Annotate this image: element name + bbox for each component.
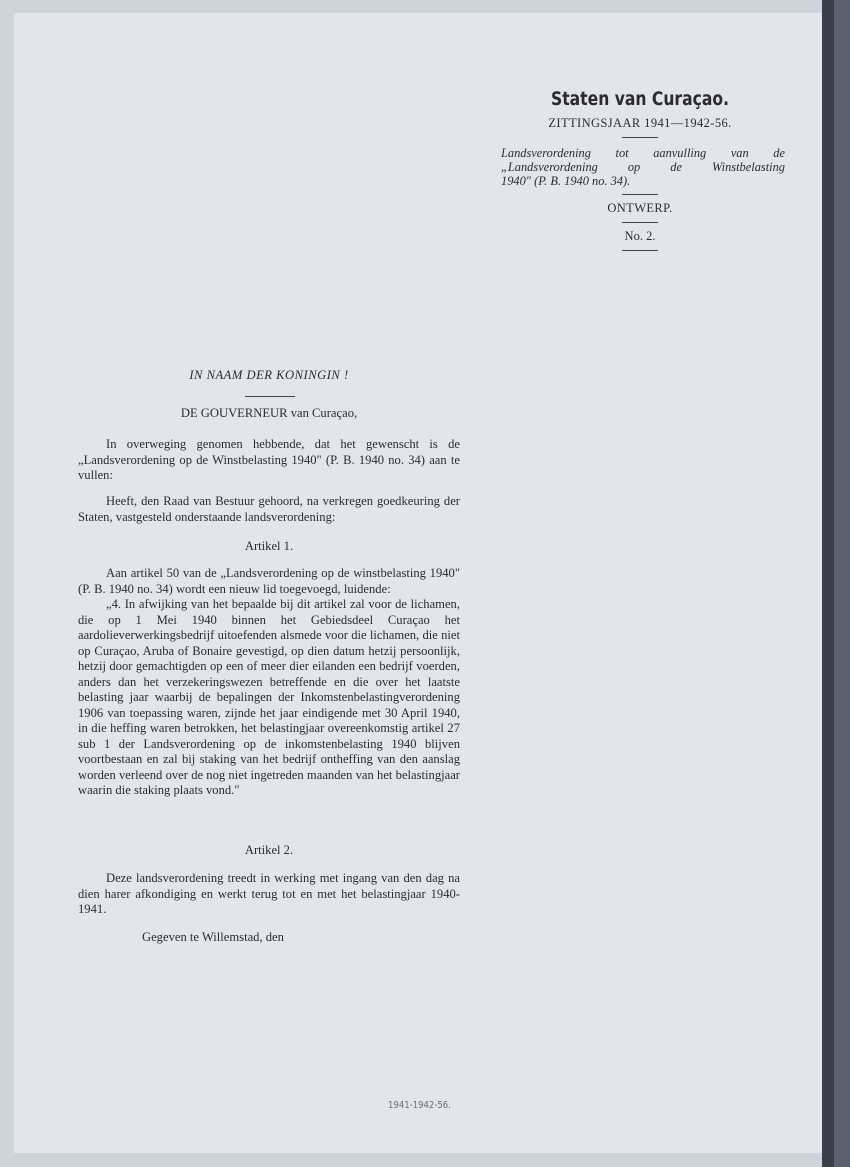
- article-1-title: Artikel 1.: [244, 539, 294, 553]
- subject-line-1: Landsverordening tot aanvulling van de: [501, 146, 785, 160]
- article-2-text: Deze landsverordening treedt in werking met ingang van den dag na dien harer afkondiging en werkt terug tot en met het belastingjaar 1940-1941.: [78, 871, 460, 916]
- article-2-heading: [78, 843, 460, 859]
- paragraph-enacted: [78, 494, 460, 525]
- article-1-body: [78, 566, 460, 799]
- paragraph-considering: [78, 437, 460, 484]
- invocation: [78, 368, 460, 384]
- header-divider: [622, 194, 658, 195]
- given-at-line: [78, 930, 460, 946]
- enacted-text: Heeft, den Raad van Bestuur gehoord, na verkregen goedkeuring der Staten, vastgesteld onderstaande landsverordening:: [78, 494, 460, 524]
- subject-line-2: „Landsverordening op de Winstbelasting: [501, 160, 785, 174]
- subject-line-3: 1940" (P. B. 1940 no. 34).: [501, 174, 631, 188]
- header-divider: [622, 250, 658, 251]
- body-name: Staten van Curaçao.: [551, 88, 729, 110]
- article-1-intro: Aan artikel 50 van de „Landsverordening op de winstbelasting 1940" (P. B. 1940 no. 34) wordt een nieuw lid toegevoegd, luidende:: [78, 566, 460, 596]
- number-label: No. 2.: [624, 229, 656, 243]
- article-2-body: [78, 871, 460, 918]
- governor-line: [78, 406, 460, 422]
- subject-title: [495, 146, 785, 188]
- article-1-heading: [78, 539, 460, 555]
- invocation-text: IN NAAM DER KONINGIN !: [189, 368, 349, 382]
- footer-code: 1941-1942-56.: [388, 1100, 451, 1111]
- session-year: ZITTINGSJAAR 1941—1942-56.: [548, 116, 732, 130]
- draft-label: ONTWERP.: [607, 201, 673, 215]
- considering-text: In overweging genomen hebbende, dat het gewenscht is de „Landsverordening op de Winstbelasting 1940" (P. B. 1940 no. 34) aan te vullen:: [78, 437, 460, 482]
- article-1-text: „4. In afwijking van het bepaalde bij dit artikel zal voor de lichamen, die op 1 Mei 1940 binnen het Gebiedsdeel Curaçao het aardolieverwerkingsbedrijf uitoefenden alsmede voor die lichamen, die niet op Curaçao, Aruba of Bonaire gevestigd, op dien datum hetzij persoonlijk, hetzij door gemachtigden op een of meer dier eilanden een bedrijf voerden, anders dan het verzekeringswezen betreffende en die over het laatste belasting jaar waarbij de bepalingen der Inkomstenbelastingverordening 1906 van toepassing waren, zijnde het jaar eindigende met 30 April 1940, in die heffing waren betrokken, het belastingjaar overeenkomstig artikel 27 sub 1 der Landsverordening op de inkomstenbelasting 1940 blijven voortbestaan en zal bij staking van het bedrijf ontheffing van den aanslag worden verleend over de nog niet ingetreden maanden van het belastingjaar waarin die staking plaats vond.": [78, 597, 460, 797]
- header-divider: [622, 222, 658, 223]
- document-header: [495, 88, 785, 251]
- page-edge-shadow: [834, 0, 850, 1167]
- governor-text: DE GOUVERNEUR van Curaçao,: [180, 406, 358, 420]
- header-divider: [622, 137, 658, 138]
- invocation-divider: [245, 396, 295, 397]
- article-2-title: Artikel 2.: [244, 843, 294, 857]
- given-at-text: Gegeven te Willemstad, den: [142, 930, 284, 944]
